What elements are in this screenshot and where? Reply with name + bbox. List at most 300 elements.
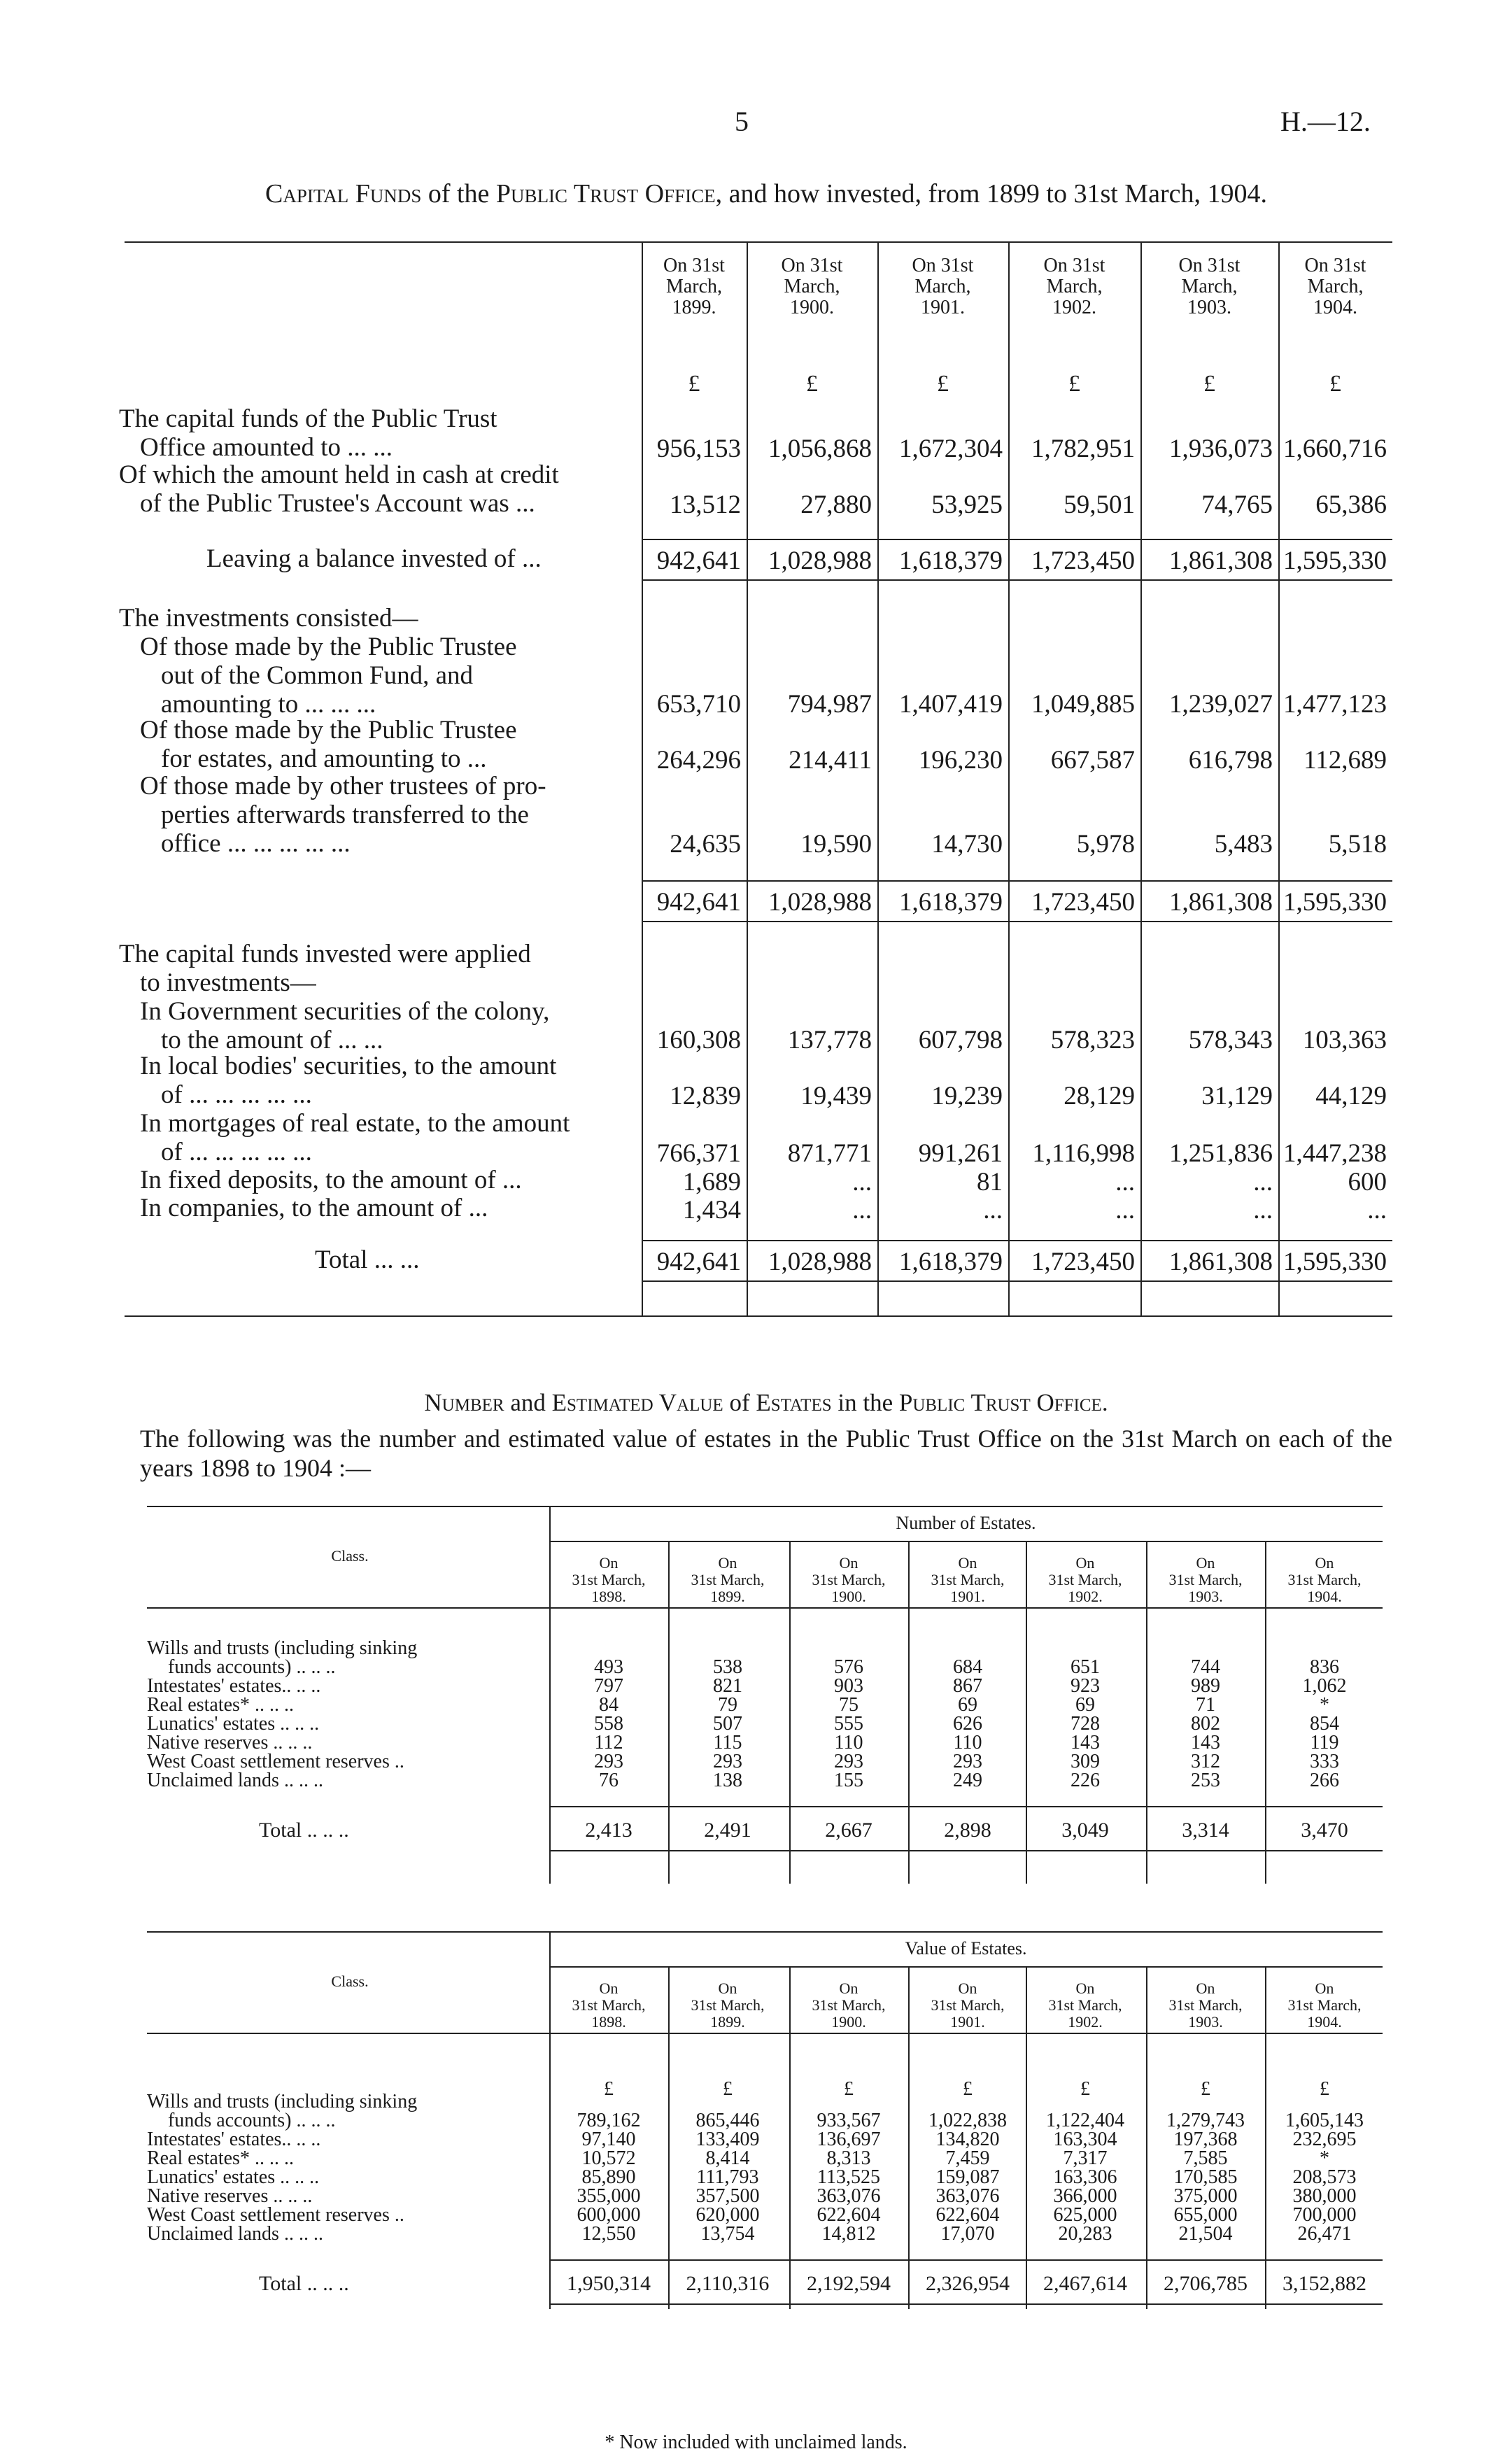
total-value: 2,467,614 xyxy=(1043,2272,1127,2295)
cell-value: 1,689 xyxy=(682,1168,741,1197)
column-header-line: 31st March, xyxy=(691,1996,765,2014)
cell-value: 555 xyxy=(834,1713,863,1735)
row-label-line: Of those made by other trustees of pro- xyxy=(140,772,546,800)
column-header-line: 1900. xyxy=(790,297,834,318)
cell-value: 17,070 xyxy=(940,2223,995,2245)
cell-value: 1,861,308 xyxy=(1169,546,1273,575)
class-label: Wills and trusts (including sinking xyxy=(147,1637,418,1659)
total-value: 3,152,882 xyxy=(1283,2272,1366,2295)
cell-value: 854 xyxy=(1310,1713,1339,1735)
title-part: in the xyxy=(831,1389,899,1416)
class-label: West Coast settlement reserves .. xyxy=(147,2204,404,2226)
cell-value: 28,129 xyxy=(1064,1082,1135,1110)
class-label: West Coast settlement reserves .. xyxy=(147,1751,404,1772)
row-label xyxy=(119,772,546,858)
cell-value: 293 xyxy=(953,1751,982,1772)
cell-value: 74,765 xyxy=(1201,491,1273,519)
cell-value: 65,386 xyxy=(1315,491,1387,519)
row-label-line: The investments consisted— xyxy=(119,604,418,633)
column-header-line: 1901. xyxy=(921,297,965,318)
title-part: Number xyxy=(424,1389,504,1416)
total-value: 2,192,594 xyxy=(807,2272,891,2295)
total-value: 2,326,954 xyxy=(926,2272,1010,2295)
column-header-line: 31st March, xyxy=(1048,1996,1122,2014)
cell-value: 75 xyxy=(839,1694,859,1716)
column-header-line: 1904. xyxy=(1313,297,1357,318)
group-header: Number of Estates. xyxy=(896,1513,1036,1533)
cell-value: 956,153 xyxy=(656,435,741,463)
column-header-line: March, xyxy=(1307,276,1364,297)
column-header-line: On 31st xyxy=(1178,255,1241,276)
column-header xyxy=(549,1980,668,2031)
cell-value: 942,641 xyxy=(656,546,741,575)
column-header-line: 1898. xyxy=(591,1588,626,1605)
row-label xyxy=(119,1109,570,1166)
cell-value: 115 xyxy=(713,1732,742,1753)
cell-value: 653,710 xyxy=(656,690,741,719)
column-header-line: 31st March, xyxy=(572,1571,646,1588)
cell-value: 507 xyxy=(713,1713,742,1735)
column-header xyxy=(1008,255,1140,318)
cell-value: 293 xyxy=(713,1751,742,1772)
cell-value: 160,308 xyxy=(656,1026,741,1054)
cell-value: 53,925 xyxy=(931,491,1003,519)
rule xyxy=(642,880,1392,882)
row-label-line: amounting to ... ... ... xyxy=(161,690,376,719)
column-header xyxy=(668,1980,787,2031)
cell-value: 1,022,838 xyxy=(928,2110,1007,2131)
cell-value: 8,313 xyxy=(826,2147,871,2169)
cell-value: 1,723,450 xyxy=(1031,888,1135,917)
row-label-line: In mortgages of real estate, to the amount xyxy=(140,1109,570,1138)
cell-value: ... xyxy=(852,1168,872,1197)
column-header xyxy=(1026,1980,1145,2031)
total-value: 3,049 xyxy=(1061,1819,1109,1842)
cell-value: * xyxy=(1320,2147,1329,2169)
cell-value: 27,880 xyxy=(800,491,872,519)
column-header xyxy=(1265,1555,1384,1605)
cell-value: 789,162 xyxy=(577,2110,641,2131)
cell-value: 5,483 xyxy=(1214,830,1273,859)
cell-value: 600 xyxy=(1348,1168,1387,1197)
column-header-line: 1904. xyxy=(1307,1588,1342,1605)
row-label-line: Total ... ... xyxy=(315,1245,420,1274)
class-label: Native reserves .. .. .. xyxy=(147,2185,313,2207)
currency-symbol: £ xyxy=(688,371,700,397)
cell-value: 728 xyxy=(1071,1713,1100,1735)
cell-value: 197,368 xyxy=(1173,2129,1238,2150)
title-part: Public Trust Office xyxy=(898,1389,1102,1416)
cell-value: 380,000 xyxy=(1292,2185,1357,2207)
cell-value: 133,409 xyxy=(695,2129,760,2150)
column-header-line: 1898. xyxy=(591,2013,626,2031)
currency-symbol: £ xyxy=(844,2078,854,2100)
cell-value: 578,343 xyxy=(1188,1026,1273,1054)
cell-value: 865,446 xyxy=(695,2110,760,2131)
cell-value: 333 xyxy=(1310,1751,1339,1772)
cell-value: 797 xyxy=(594,1675,623,1697)
rule xyxy=(642,921,1392,922)
cell-value: 600,000 xyxy=(577,2204,641,2226)
cell-value: 170,585 xyxy=(1173,2166,1238,2188)
column-header xyxy=(668,1555,787,1605)
cell-value: 578,323 xyxy=(1050,1026,1135,1054)
column-header-line: 1899. xyxy=(672,297,716,318)
row-label-line: out of the Common Fund, and xyxy=(161,661,474,690)
total-value: 2,491 xyxy=(704,1819,751,1842)
row-label-line: to investments— xyxy=(140,968,316,997)
cell-value: 155 xyxy=(834,1770,863,1791)
rule xyxy=(549,1806,1383,1807)
cell-value: 1,056,868 xyxy=(768,435,872,463)
row-label-line: for estates, and amounting to ... xyxy=(161,744,487,773)
cell-value: ... xyxy=(1253,1196,1273,1225)
row-label xyxy=(119,940,550,1054)
cell-value: 538 xyxy=(713,1656,742,1678)
column-header-line: On xyxy=(1315,1979,1334,1997)
currency-symbol: £ xyxy=(1080,2078,1090,2100)
cell-value: 136,697 xyxy=(817,2129,881,2150)
column-header-line: 31st March, xyxy=(1168,1996,1243,2014)
cell-value: 21,504 xyxy=(1178,2223,1233,2245)
cell-value: 933,567 xyxy=(817,2110,881,2131)
currency-symbol: £ xyxy=(1201,2078,1210,2100)
cell-value: 1,660,716 xyxy=(1283,435,1387,463)
column-header xyxy=(908,1555,1027,1605)
total-value: 3,470 xyxy=(1301,1819,1348,1842)
class-label: Unclaimed lands .. .. .. xyxy=(147,1770,323,1791)
total-value: 2,667 xyxy=(825,1819,872,1842)
rule xyxy=(147,1607,1383,1609)
column-header-line: 1904. xyxy=(1307,2013,1342,2031)
class-header: Class. xyxy=(331,1547,369,1565)
row-label-line: Of which the amount held in cash at credit xyxy=(119,460,559,489)
column-header-line: On xyxy=(1196,1554,1215,1572)
title-part: Public Trust Office xyxy=(495,179,716,209)
cell-value: 989 xyxy=(1191,1675,1220,1697)
column-header xyxy=(908,1980,1027,2031)
cell-value: 12,839 xyxy=(670,1082,741,1110)
cell-value: 363,076 xyxy=(935,2185,1000,2207)
cell-value: 5,518 xyxy=(1328,830,1387,859)
group-header: Value of Estates. xyxy=(905,1938,1027,1959)
total-value: 2,413 xyxy=(585,1819,633,1842)
class-label: Real estates* .. .. .. xyxy=(147,1694,294,1716)
cell-value: 1,028,988 xyxy=(768,888,872,917)
cell-value: 684 xyxy=(953,1656,982,1678)
cell-value: 59,501 xyxy=(1064,491,1135,519)
row-label-line: In Government securities of the colony, xyxy=(140,997,550,1026)
rule xyxy=(642,1240,1392,1241)
column-header-line: 1902. xyxy=(1052,297,1096,318)
total-value: 3,314 xyxy=(1182,1819,1229,1842)
cell-value: 794,987 xyxy=(787,690,872,719)
class-header: Class. xyxy=(331,1972,369,1990)
cell-value: 112 xyxy=(594,1732,623,1753)
title-part: of xyxy=(723,1389,756,1416)
cell-value: 266 xyxy=(1310,1770,1339,1791)
class-label: Unclaimed lands .. .. .. xyxy=(147,2223,323,2245)
cell-value: 1,595,330 xyxy=(1283,1248,1387,1276)
currency-symbol: £ xyxy=(937,371,949,397)
column-header-line: On xyxy=(1196,1979,1215,1997)
cell-value: 293 xyxy=(594,1751,623,1772)
column-header-line: On xyxy=(958,1554,977,1572)
class-label: Intestates' estates.. .. .. xyxy=(147,2129,321,2150)
column-header-line: On xyxy=(1075,1979,1095,1997)
cell-value: 576 xyxy=(834,1656,863,1678)
currency-symbol: £ xyxy=(723,2078,733,2100)
column-header xyxy=(747,255,877,318)
cell-value: 620,000 xyxy=(695,2204,760,2226)
column-header-line: 1900. xyxy=(831,2013,866,2031)
total-label: Total .. .. .. xyxy=(259,1819,349,1842)
title-part: , and how invested, from 1899 to 31st March, 1904. xyxy=(715,179,1267,209)
rule xyxy=(642,579,1392,581)
column-header-line: On 31st xyxy=(781,255,843,276)
cell-value: 208,573 xyxy=(1292,2166,1357,2188)
cell-value: 253 xyxy=(1191,1770,1220,1791)
row-label-line: In fixed deposits, to the amount of ... xyxy=(140,1166,522,1194)
cell-value: 802 xyxy=(1191,1713,1220,1735)
row-label-line: The capital funds invested were applied xyxy=(119,940,531,968)
cell-value: 700,000 xyxy=(1292,2204,1357,2226)
rule xyxy=(549,2259,1383,2261)
cell-value: 1,595,330 xyxy=(1283,888,1387,917)
column-header-line: March, xyxy=(784,276,840,297)
cell-value: 226 xyxy=(1071,1770,1100,1791)
currency-symbol: £ xyxy=(963,2078,973,2100)
cell-value: 357,500 xyxy=(695,2185,760,2207)
row-label-line: The capital funds of the Public Trust xyxy=(119,404,497,433)
cell-value: 84 xyxy=(599,1694,619,1716)
cell-value: 13,512 xyxy=(670,491,741,519)
cell-value: 1,782,951 xyxy=(1031,435,1135,463)
cell-value: 1,251,836 xyxy=(1169,1139,1273,1168)
cell-value: 1,028,988 xyxy=(768,1248,872,1276)
currency-symbol: £ xyxy=(806,371,818,397)
cell-value: 655,000 xyxy=(1173,2204,1238,2226)
cell-value: 871,771 xyxy=(787,1139,872,1168)
cell-value: 20,283 xyxy=(1058,2223,1112,2245)
column-header-line: 1899. xyxy=(710,2013,745,2031)
column-header-line: 31st March, xyxy=(1168,1571,1243,1588)
cell-value: 1,672,304 xyxy=(899,435,1003,463)
cell-value: 616,798 xyxy=(1188,746,1273,775)
cell-value: 667,587 xyxy=(1050,746,1135,775)
cell-value: ... xyxy=(1115,1168,1135,1197)
cell-value: 137,778 xyxy=(787,1026,872,1054)
class-label: funds accounts) .. .. .. xyxy=(168,1656,336,1678)
cell-value: 651 xyxy=(1071,1656,1100,1678)
class-label: Native reserves .. .. .. xyxy=(147,1732,313,1753)
column-header-line: 1902. xyxy=(1068,1588,1103,1605)
cell-value: 626 xyxy=(953,1713,982,1735)
cell-value: 1,407,419 xyxy=(899,690,1003,719)
cell-value: 76 xyxy=(599,1770,619,1791)
cell-value: 143 xyxy=(1071,1732,1100,1753)
column-header-line: 31st March, xyxy=(691,1571,765,1588)
column-header xyxy=(877,255,1008,318)
rule xyxy=(642,539,1392,540)
total-label: Total .. .. .. xyxy=(259,2272,349,2295)
rule xyxy=(147,2033,1383,2034)
cell-value: 19,439 xyxy=(800,1082,872,1110)
row-label-line: Office amounted to ... ... xyxy=(140,433,393,462)
cell-value: 24,635 xyxy=(670,830,741,859)
cell-value: 1,062 xyxy=(1302,1675,1347,1697)
row-label xyxy=(119,1052,557,1109)
class-label: Lunatics' estates .. .. .. xyxy=(147,2166,320,2188)
cell-value: ... xyxy=(983,1196,1003,1225)
column-header-line: On xyxy=(958,1979,977,1997)
cell-value: 1,028,988 xyxy=(768,546,872,575)
cell-value: 366,000 xyxy=(1053,2185,1117,2207)
cell-value: 119 xyxy=(1310,1732,1339,1753)
cell-value: 103,363 xyxy=(1302,1026,1387,1054)
cell-value: 1,618,379 xyxy=(899,546,1003,575)
row-label xyxy=(119,404,497,462)
cell-value: 7,459 xyxy=(945,2147,990,2169)
total-value: 1,950,314 xyxy=(567,2272,651,2295)
column-header-line: 1903. xyxy=(1188,2013,1223,2031)
column-header xyxy=(1140,255,1278,318)
cell-value: ... xyxy=(1367,1196,1387,1225)
cell-value: 1,605,143 xyxy=(1285,2110,1364,2131)
cell-value: 134,820 xyxy=(935,2129,1000,2150)
column-header-line: 1901. xyxy=(950,2013,985,2031)
cell-value: 1,049,885 xyxy=(1031,690,1135,719)
rule xyxy=(642,1280,1392,1282)
total-value: 2,898 xyxy=(944,1819,991,1842)
currency-symbol: £ xyxy=(1203,371,1215,397)
cell-value: 138 xyxy=(713,1770,742,1791)
column-header xyxy=(1146,1980,1265,2031)
cell-value: 214,411 xyxy=(789,746,872,775)
page-code: H.—12. xyxy=(1280,106,1371,137)
footnote: * Now included with unclaimed lands. xyxy=(605,2432,907,2453)
column-header-line: On xyxy=(718,1554,737,1572)
cell-value: 14,730 xyxy=(931,830,1003,859)
cell-value: 625,000 xyxy=(1053,2204,1117,2226)
cell-value: 766,371 xyxy=(656,1139,741,1168)
column-header-line: 31st March, xyxy=(1048,1571,1122,1588)
column-header-line: 1901. xyxy=(950,1588,985,1605)
column-header-line: On xyxy=(718,1979,737,1997)
column-header xyxy=(789,1555,908,1605)
cell-value: 26,471 xyxy=(1297,2223,1352,2245)
cell-value: 79 xyxy=(718,1694,737,1716)
row-label xyxy=(119,544,542,573)
column-header-line: 31st March, xyxy=(572,1996,646,2014)
row-label-line: of ... ... ... ... ... xyxy=(161,1138,312,1166)
column-header-line: On 31st xyxy=(1304,255,1366,276)
column-header-line: On xyxy=(599,1979,619,1997)
cell-value: 81 xyxy=(977,1168,1003,1197)
column-header-line: 1902. xyxy=(1068,2013,1103,2031)
row-label xyxy=(119,716,517,773)
cell-value: 1,618,379 xyxy=(899,1248,1003,1276)
cell-value: 1,723,450 xyxy=(1031,1248,1135,1276)
cell-value: 112,689 xyxy=(1303,746,1387,775)
row-label-line: Of those made by the Public Trustee xyxy=(140,633,517,661)
cell-value: 1,279,743 xyxy=(1166,2110,1245,2131)
row-label-line: Of those made by the Public Trustee xyxy=(140,716,517,744)
cell-value: 1,618,379 xyxy=(899,888,1003,917)
row-label xyxy=(119,1166,522,1194)
column-header-line: 31st March, xyxy=(812,1996,886,2014)
row-label-line: to the amount of ... ... xyxy=(161,1026,383,1054)
column-header-line: On xyxy=(839,1979,859,1997)
cell-value: 309 xyxy=(1071,1751,1100,1772)
rule xyxy=(549,1850,1383,1851)
column-header-line: On xyxy=(599,1554,619,1572)
row-label xyxy=(119,1194,488,1222)
cell-value: 44,129 xyxy=(1315,1082,1387,1110)
cell-value: 1,723,450 xyxy=(1031,546,1135,575)
cell-value: 1,116,998 xyxy=(1032,1139,1135,1168)
column-header xyxy=(1146,1555,1265,1605)
cell-value: 1,434 xyxy=(682,1196,741,1225)
cell-value: 903 xyxy=(834,1675,863,1697)
cell-value: 493 xyxy=(594,1656,623,1678)
column-header xyxy=(642,255,747,318)
column-header-line: 1899. xyxy=(710,1588,745,1605)
cell-value: 19,590 xyxy=(800,830,872,859)
row-label-line: In local bodies' securities, to the amount xyxy=(140,1052,557,1080)
cell-value: 196,230 xyxy=(918,746,1003,775)
row-label-line: of ... ... ... ... ... xyxy=(161,1080,312,1109)
column-header xyxy=(789,1980,908,2031)
total-value: 2,706,785 xyxy=(1164,2272,1248,2295)
cell-value: 31,129 xyxy=(1201,1082,1273,1110)
column-header-line: On xyxy=(1075,1554,1095,1572)
class-label: Real estates* .. .. .. xyxy=(147,2147,294,2169)
page-number: 5 xyxy=(735,106,749,137)
cell-value: 159,087 xyxy=(935,2166,1000,2188)
class-label: Intestates' estates.. .. .. xyxy=(147,1675,321,1697)
row-label-line: Leaving a balance invested of ... xyxy=(206,544,542,573)
cell-value: 312 xyxy=(1191,1751,1220,1772)
cell-value: ... xyxy=(1253,1168,1273,1197)
cell-value: 991,261 xyxy=(918,1139,1003,1168)
rule xyxy=(147,1931,1383,1933)
title-part: of the xyxy=(421,179,496,209)
cell-value: 13,754 xyxy=(700,2223,755,2245)
title-part: Capital Funds xyxy=(265,179,422,209)
column-header xyxy=(1265,1980,1384,2031)
cell-value: 69 xyxy=(958,1694,977,1716)
rule xyxy=(549,1541,1383,1542)
cell-value: 110 xyxy=(834,1732,863,1753)
column-header xyxy=(1278,255,1392,318)
cell-value: 867 xyxy=(953,1675,982,1697)
cell-value: 110 xyxy=(953,1732,982,1753)
estates-title xyxy=(140,1389,1392,1417)
cell-value: 375,000 xyxy=(1173,2185,1238,2207)
column-header-line: 31st March, xyxy=(931,1571,1005,1588)
title-part: Estimated Value xyxy=(551,1389,723,1416)
column-header-line: On 31st xyxy=(1043,255,1105,276)
title-part: and xyxy=(504,1389,552,1416)
column-header xyxy=(1026,1555,1145,1605)
column-header-line: 31st March, xyxy=(931,1996,1005,2014)
cell-value: 942,641 xyxy=(656,1248,741,1276)
cell-value: 143 xyxy=(1191,1732,1220,1753)
title-part: Estates xyxy=(756,1389,832,1416)
class-label: Wills and trusts (including sinking xyxy=(147,2091,418,2112)
cell-value: 1,595,330 xyxy=(1283,546,1387,575)
